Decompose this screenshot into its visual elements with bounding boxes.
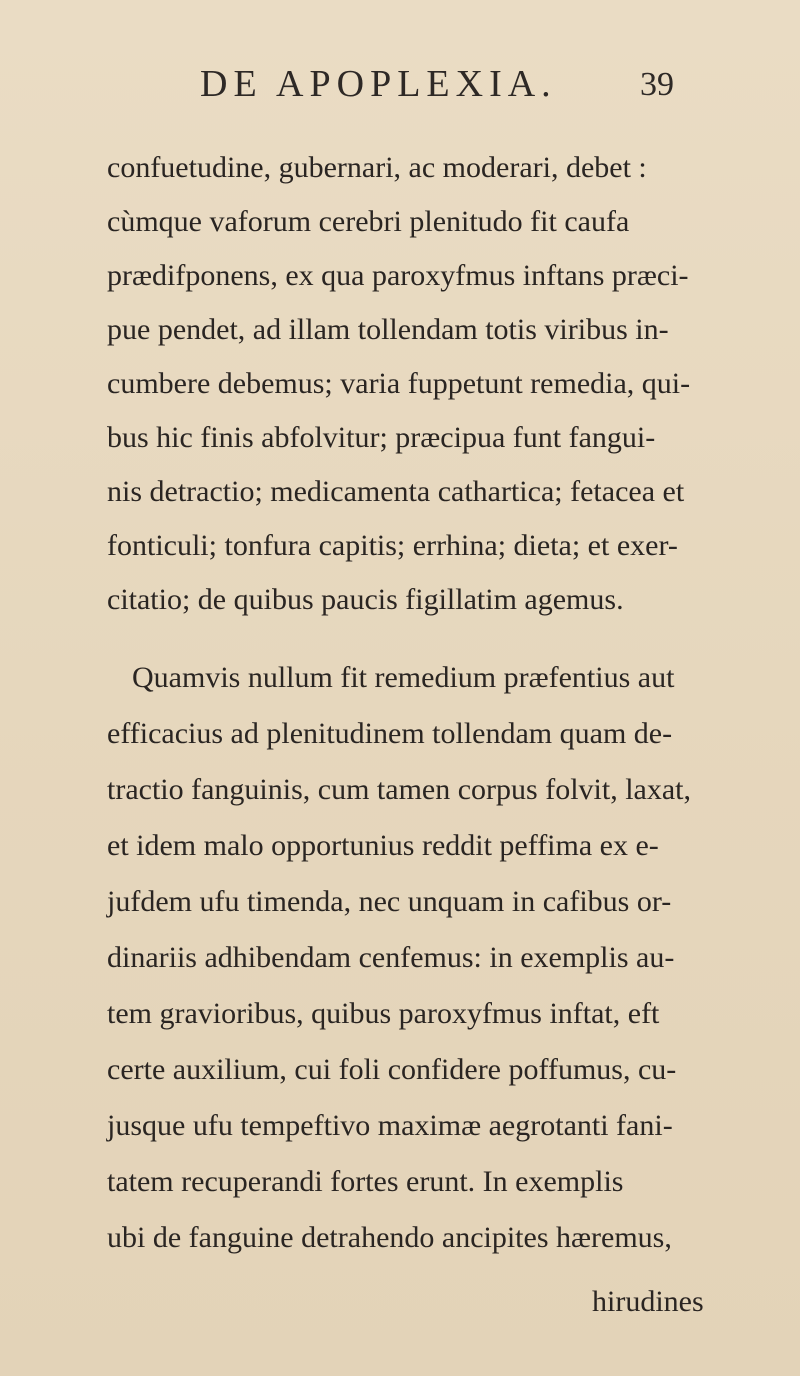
page-number: 39 bbox=[640, 66, 674, 103]
text-line: tatem recuperandi fortes erunt. In exemplis bbox=[107, 1165, 624, 1198]
text-line: tractio fanguinis, cum tamen corpus folvit, laxat, bbox=[107, 773, 692, 806]
text-line: nis detractio; medicamenta cathartica; fetacea et bbox=[107, 475, 685, 508]
text-line: citatio; de quibus paucis figillatim agemus. bbox=[107, 583, 624, 616]
text-line: tem gravioribus, quibus paroxyfmus inftat, eft bbox=[107, 997, 660, 1030]
text-line: jufdem ufu timenda, nec unquam in cafibus or- bbox=[107, 885, 672, 918]
text-line: dinariis adhibendam cenfemus: in exemplis au- bbox=[107, 941, 675, 974]
text-line: et idem malo opportunius reddit peffima ex e- bbox=[107, 829, 659, 862]
text-line: pue pendet, ad illam tollendam totis viribus in- bbox=[107, 313, 669, 346]
text-line: cumbere debemus; varia fuppetunt remedia, qui- bbox=[107, 367, 691, 400]
running-head bbox=[0, 62, 800, 112]
text-line: confuetudine, gubernari, ac moderari, debet : bbox=[107, 151, 647, 184]
catchword: hirudines bbox=[592, 1285, 704, 1318]
text-line: certe auxilium, cui foli confidere poffumus, cu- bbox=[107, 1053, 677, 1086]
text-line: cùmque vaforum cerebri plenitudo fit caufa bbox=[107, 205, 630, 238]
text-line: bus hic finis abfolvitur; præcipua funt fangui- bbox=[107, 421, 656, 454]
text-line: jusque ufu tempeftivo maximæ aegrotanti fani- bbox=[107, 1109, 673, 1142]
running-head-title: DE APOPLEXIA. bbox=[200, 63, 557, 105]
text-line: ubi de fanguine detrahendo ancipites hæremus, bbox=[107, 1221, 672, 1254]
text-line: prædifponens, ex qua paroxyfmus inftans præci- bbox=[107, 259, 689, 292]
text-line: fonticuli; tonfura capitis; errhina; dieta; et exer- bbox=[107, 529, 678, 562]
text-line: Quamvis nullum fit remedium præfentius aut bbox=[132, 661, 675, 694]
text-line: efficacius ad plenitudinem tollendam quam de- bbox=[107, 717, 673, 750]
